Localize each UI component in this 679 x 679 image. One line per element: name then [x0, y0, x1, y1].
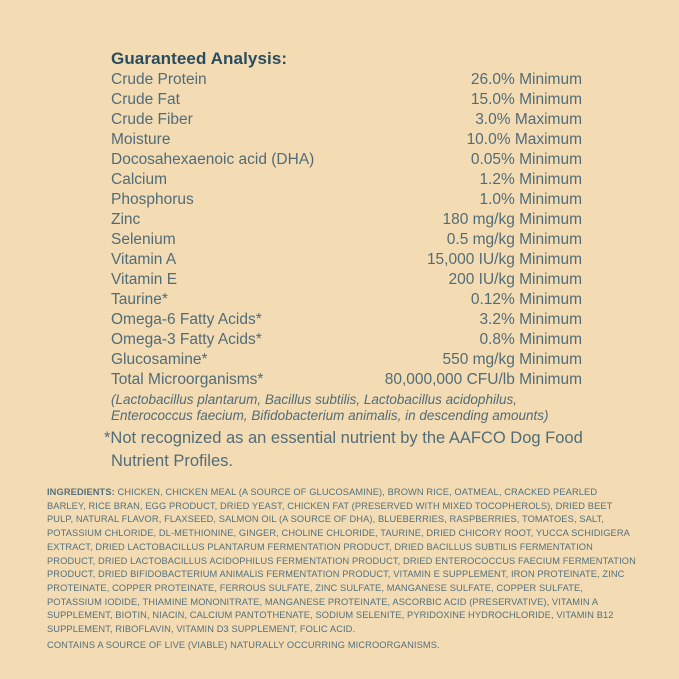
guaranteed-analysis-title: Guaranteed Analysis: — [111, 49, 288, 68]
nutrient-name: Crude Protein — [111, 71, 207, 88]
nutrient-name: Selenium — [111, 231, 176, 248]
nutrient-name: Docosahexaenoic acid (DHA) — [111, 151, 315, 168]
nutrient-row — [111, 230, 582, 250]
nutrient-value: 80,000,000 CFU/lb Minimum — [384, 371, 582, 388]
nutrient-name: Calcium — [111, 171, 167, 188]
nutrient-name: Vitamin A — [111, 251, 177, 268]
nutrient-name: Total Microorganisms* — [111, 371, 264, 388]
nutrient-name: Vitamin E — [111, 271, 178, 288]
nutrient-name: Phosphorus — [111, 191, 194, 208]
nutrient-row — [111, 370, 582, 390]
nutrient-name: Taurine* — [111, 291, 168, 308]
nutrient-value: 15,000 IU/kg Minimum — [426, 251, 582, 268]
nutrient-row — [111, 110, 582, 130]
nutrient-value: 180 mg/kg Minimum — [442, 211, 582, 228]
nutrient-value: 10.0% Maximum — [466, 131, 582, 148]
nutrient-row — [111, 90, 582, 110]
microorganisms-species-note: (Lactobacillus plantarum, Bacillus subtilis, Lactobacillus acidophilus, Enterococcus faecium, Bifidobacterium animalis, in descending amounts) — [111, 392, 549, 423]
guaranteed-analysis-section — [111, 47, 582, 423]
nutrient-row — [111, 330, 582, 350]
nutrient-value: 550 mg/kg Minimum — [442, 351, 582, 368]
nutrient-value: 200 IU/kg Minimum — [448, 271, 582, 288]
nutrient-name: Zinc — [111, 211, 141, 228]
guaranteed-analysis-table — [111, 70, 582, 390]
nutrient-name: Crude Fat — [111, 91, 180, 108]
contains-statement: CONTAINS A SOURCE OF LIVE (VIABLE) NATURALLY OCCURRING MICROORGANISMS. — [47, 640, 440, 650]
nutrient-value: 0.12% Minimum — [470, 291, 582, 308]
nutrient-row — [111, 350, 582, 370]
ingredients-label: INGREDIENTS: — [47, 487, 115, 497]
nutrient-value: 0.8% Minimum — [479, 331, 582, 348]
nutrient-row — [111, 190, 582, 210]
nutrient-value: 26.0% Minimum — [470, 71, 582, 88]
nutrient-value: 1.2% Minimum — [479, 171, 582, 188]
nutrient-row — [111, 150, 582, 170]
nutrient-row — [111, 250, 582, 270]
nutrient-name: Crude Fiber — [111, 111, 193, 128]
nutrient-row — [111, 210, 582, 230]
nutrient-row — [111, 170, 582, 190]
nutrient-name: Glucosamine* — [111, 351, 208, 368]
aafco-footnote: *Not recognized as an essential nutrient by the AAFCO Dog Food Nutrient Profiles. — [104, 429, 583, 470]
nutrient-row — [111, 270, 582, 290]
nutrient-value: 3.0% Maximum — [475, 111, 582, 128]
nutrient-value: 3.2% Minimum — [479, 311, 582, 328]
nutrient-value: 0.5 mg/kg Minimum — [446, 231, 582, 248]
nutrient-value: 0.05% Minimum — [470, 151, 582, 168]
nutrient-value: 15.0% Minimum — [470, 91, 582, 108]
nutrient-name: Omega-3 Fatty Acids* — [111, 331, 262, 348]
nutrient-value: 1.0% Minimum — [479, 191, 582, 208]
nutrient-name: Omega-6 Fatty Acids* — [111, 311, 262, 328]
nutrient-row — [111, 70, 582, 90]
nutrient-row — [111, 310, 582, 330]
nutrient-row — [111, 290, 582, 310]
nutrient-name: Moisture — [111, 131, 171, 148]
ingredients-list: CHICKEN, CHICKEN MEAL (A SOURCE OF GLUCOSAMINE), BROWN RICE, OATMEAL, CRACKED PEARLED BARLEY, RICE BRAN, EGG PRODUCT, DRIED YEAST, CHICKEN FAT (PRESERVED WITH MIXED TOCOPHEROLS), DRIED BEET PULP, NATURAL FLAVOR, FLAXSEED, SALMON OIL (A SOURCE OF DHA), BLUEBERRIES, RASPBERRIES, TOMATOES, SALT, POTASSIUM CHLORIDE, DL-METHIONINE, GINGER, CHOLINE CHLORIDE, TAURINE, DRIED CHICORY ROOT, YUCCA SCHIDIGERA EXTRACT, DRIED LACTOBACILLUS PLANTARUM FERMENTATION PRODUCT, DRIED BACILLUS SUBTILIS FERMENTATION PRODUCT, DRIED LACTOBACILLUS ACIDOPHILUS FERMENTATION PRODUCT, DRIED ENTEROCOCCUS FAECIUM FERMENTATION PRODUCT, DRIED BIFIDOBACTERIUM ANIMALIS FERMENTATION PRODUCT, VITAMIN E SUPPLEMENT, IRON PROTEINATE, ZINC PROTEINATE, COPPER PROTEINATE, FERROUS SULFATE, ZINC SULFATE, MANGANESE SULFATE, COPPER SULFATE, POTASSIUM IODIDE, THIAMINE MONONITRATE, MANGANESE PROTEINATE, ASCORBIC ACID (PRESERVATIVE), VITAMIN A SUPPLEMENT, BIOTIN, NIACIN, CALCIUM PANTOTHENATE, SODIUM SELENITE, PYRIDOXINE HYDROCHLORIDE, VITAMIN B12 SUPPLEMENT, RIBOFLAVIN, VITAMIN D3 SUPPLEMENT, FOLIC ACID. — [47, 487, 636, 635]
nutrient-row — [111, 130, 582, 150]
ingredients-paragraph — [47, 486, 637, 637]
